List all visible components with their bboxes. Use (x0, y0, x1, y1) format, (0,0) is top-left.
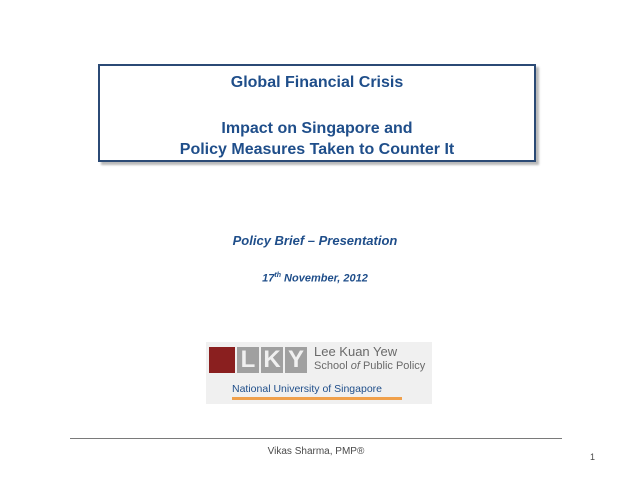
author: Vikas Sharma, PMP® (267, 446, 365, 457)
lky-letter-l: L (237, 347, 259, 373)
lky-letter-y: Y (285, 347, 307, 373)
logo-orange-bar (232, 397, 402, 400)
date-day: 17 (262, 272, 275, 285)
lky-letter-k: K (261, 347, 283, 373)
footer-divider (70, 438, 562, 439)
lky-red-square (209, 347, 235, 373)
title-box (98, 64, 536, 162)
logo-school: School of Public Policy (314, 360, 426, 372)
title-line-3: Policy Measures Taken to Counter It (179, 141, 455, 158)
date-suffix: th (274, 272, 281, 279)
subtitle: Policy Brief – Presentation (232, 233, 398, 248)
date (190, 272, 440, 285)
lky-school-logo (206, 342, 432, 404)
logo-university: National University of Singapore (232, 383, 382, 395)
title-line-1: Global Financial Crisis (230, 74, 404, 91)
title-line-2: Impact on Singapore and (221, 120, 413, 137)
lky-logo-mark (209, 347, 309, 373)
page-number: 1 (590, 452, 596, 462)
logo-name: Lee Kuan Yew (314, 344, 398, 359)
date-rest: November, 2012 (281, 272, 368, 285)
